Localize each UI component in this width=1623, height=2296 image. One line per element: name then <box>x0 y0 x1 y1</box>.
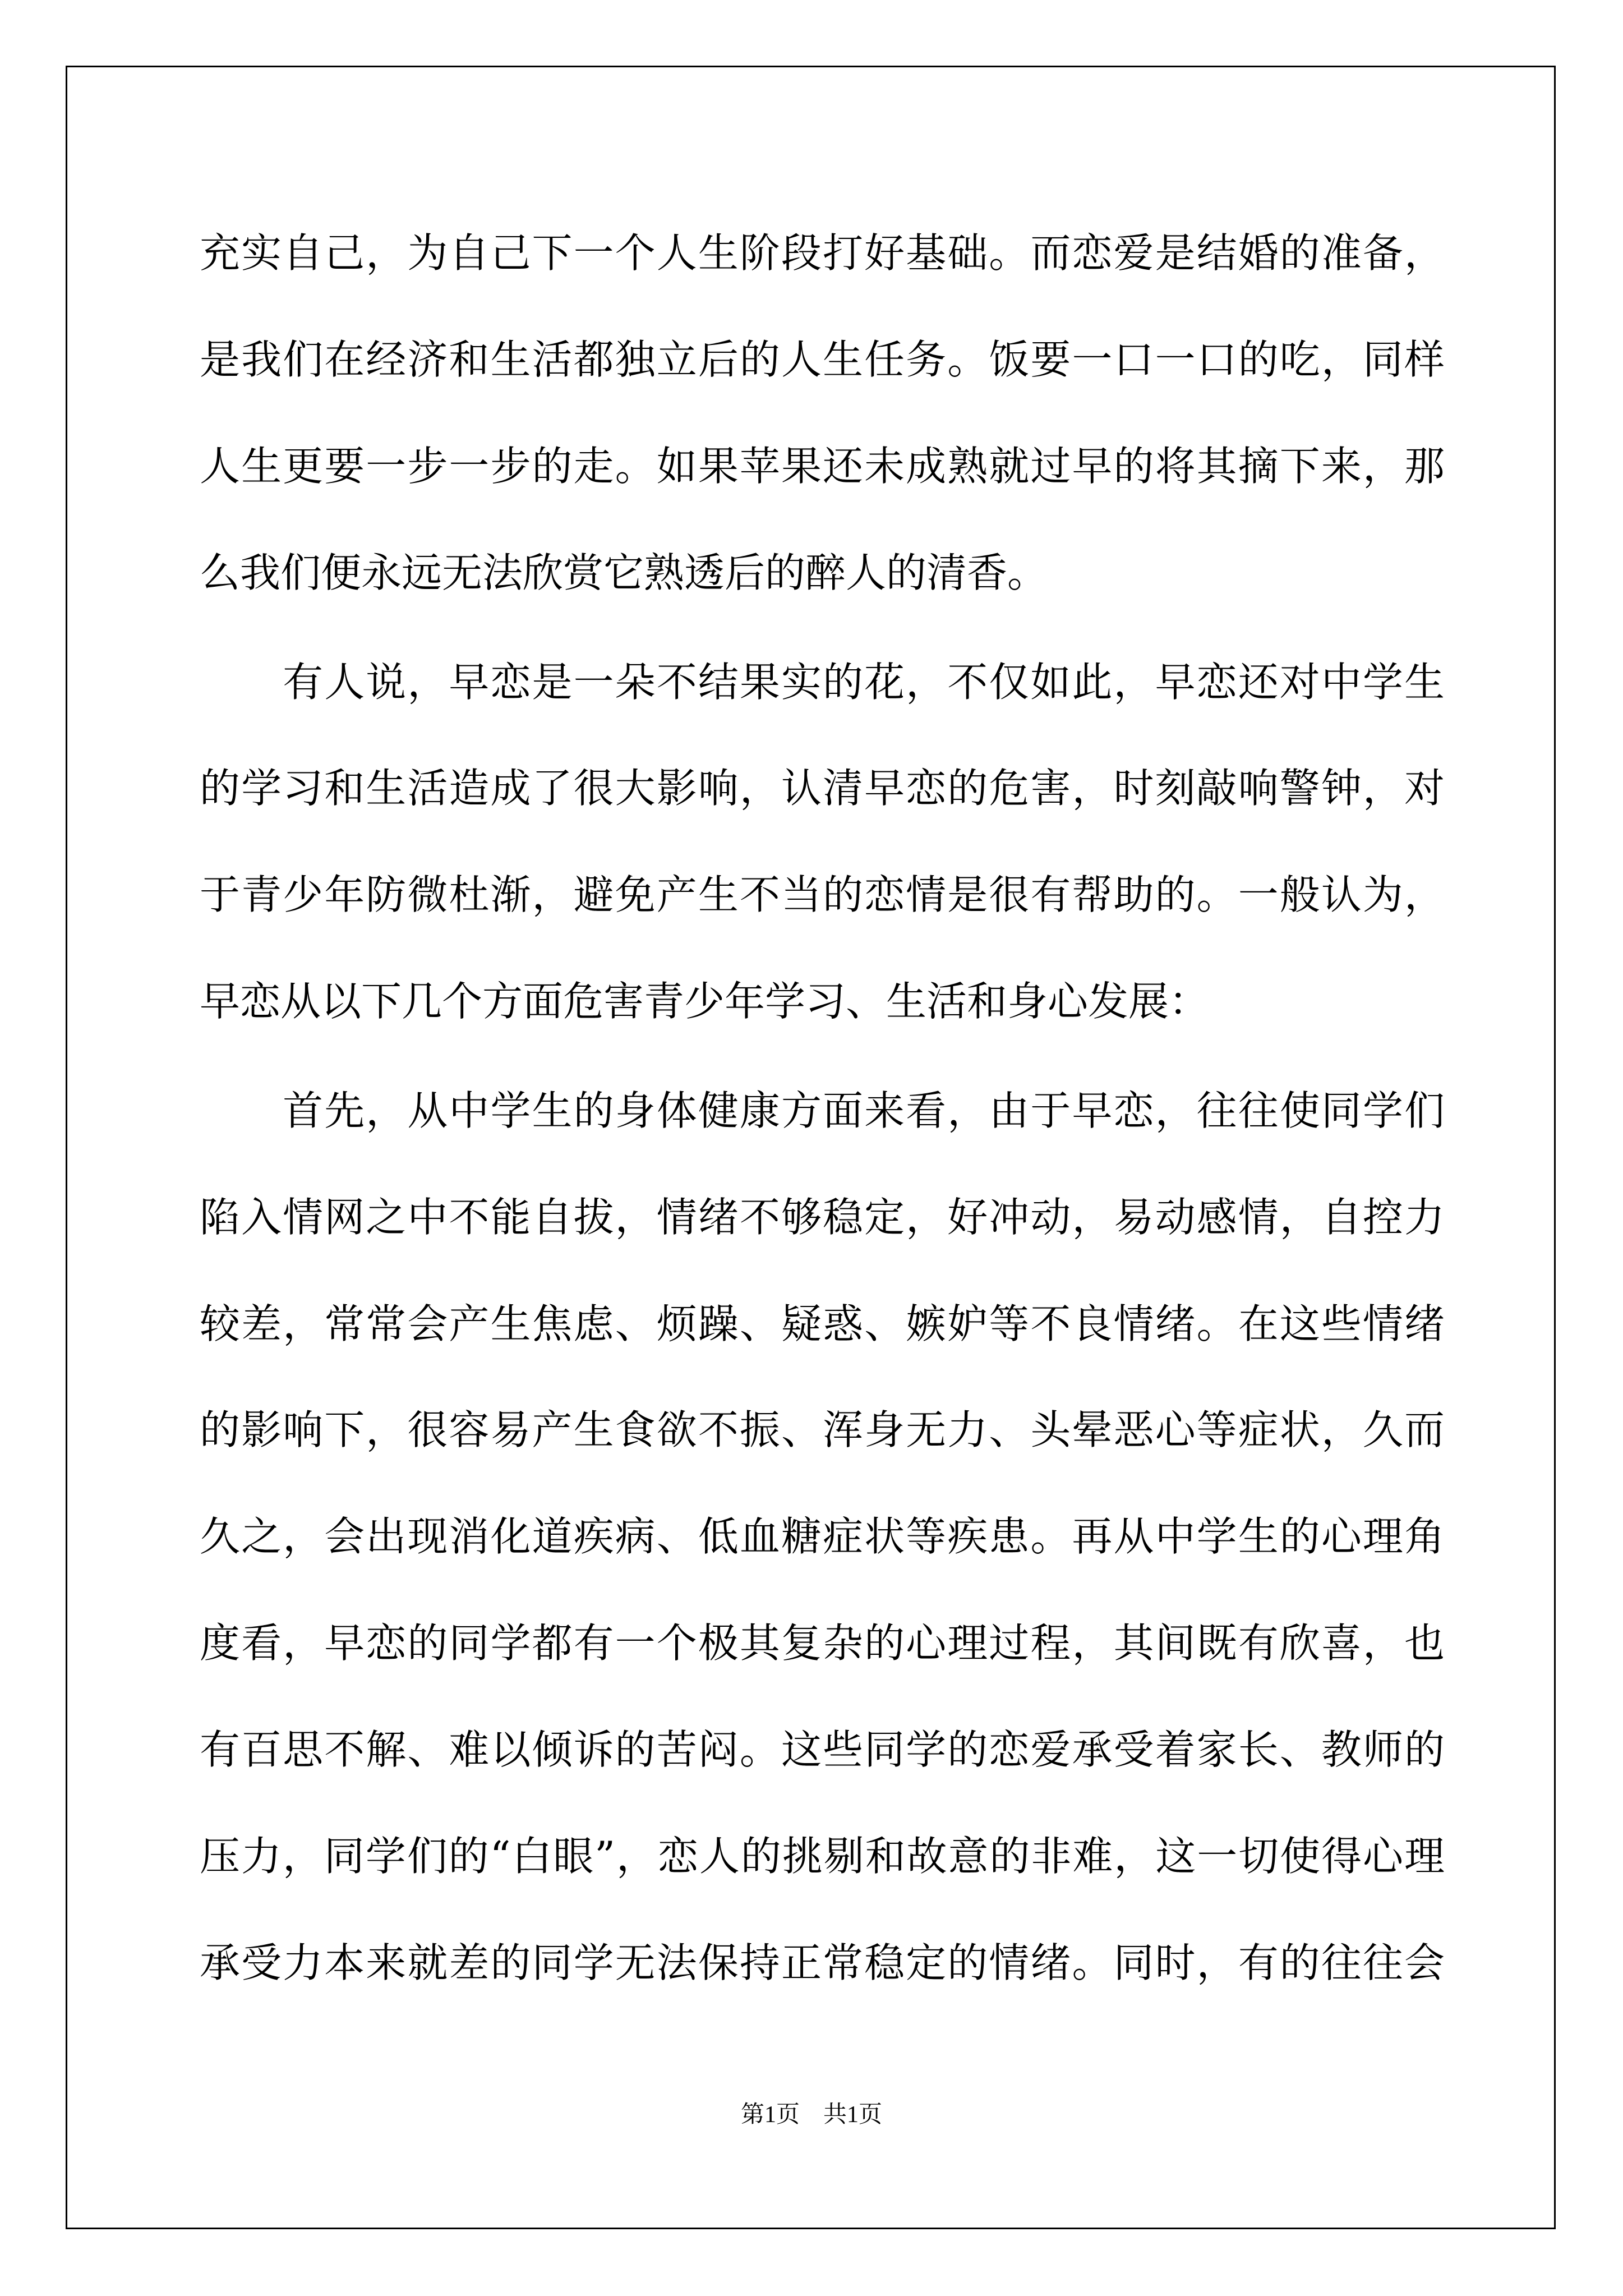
text-line: 的影响下，很容易产生食欲不振、浑身无力、头晕恶心等症状，久而 <box>200 1406 1445 1453</box>
text-line: 早恋从以下几个方面危害青少年学习、生活和身心发展： <box>200 978 1210 1025</box>
text-line: 于青少年防微杜渐，避免产生不当的恋情是很有帮助的。一般认为， <box>200 871 1445 918</box>
text-line: 首先，从中学生的身体健康方面来看，由于早恋，往往使同学们 <box>200 1087 1445 1134</box>
text-line: 较差，常常会产生焦虑、烦躁、疑惑、嫉妒等不良情绪。在这些情绪 <box>200 1300 1445 1347</box>
text-line: 承受力本来就差的同学无法保持正常稳定的情绪。同时，有的往往会 <box>200 1939 1445 1986</box>
text-line: 压力，同学们的“白眼”，恋人的挑剔和故意的非难，这一切使得心理 <box>200 1833 1445 1880</box>
text-line: 有人说，早恋是一朵不结果实的花，不仅如此，早恋还对中学生 <box>200 659 1445 706</box>
text-line: 有百思不解、难以倾诉的苦闷。这些同学的恋爱承受着家长、教师的 <box>200 1726 1445 1773</box>
page-footer <box>0 2098 1623 2132</box>
page-number: 第1页 <box>740 2102 800 2128</box>
text-line: 的学习和生活造成了很大影响，认清早恋的危害，时刻敲响警钟，对 <box>200 765 1445 812</box>
text-line: 是我们在经济和生活都独立后的人生任务。饭要一口一口的吃，同样 <box>200 336 1445 383</box>
text-line: 充实自己，为自己下一个人生阶段打好基础。而恋爱是结婚的准备， <box>200 229 1445 277</box>
text-line: 陷入情网之中不能自拔，情绪不够稳定，好冲动，易动感情，自控力 <box>200 1194 1445 1241</box>
text-line: 么我们便永远无法欣赏它熟透后的醉人的清香。 <box>200 549 1048 596</box>
text-line: 人生更要一步一步的走。如果苹果还未成熟就过早的将其摘下来，那 <box>200 443 1445 490</box>
page-total: 共1页 <box>823 2102 883 2128</box>
text-line: 度看，早恋的同学都有一个极其复杂的心理过程，其间既有欣喜，也 <box>200 1619 1445 1667</box>
text-line: 久之，会出现消化道疾病、低血糖症状等疾患。再从中学生的心理角 <box>200 1513 1445 1560</box>
